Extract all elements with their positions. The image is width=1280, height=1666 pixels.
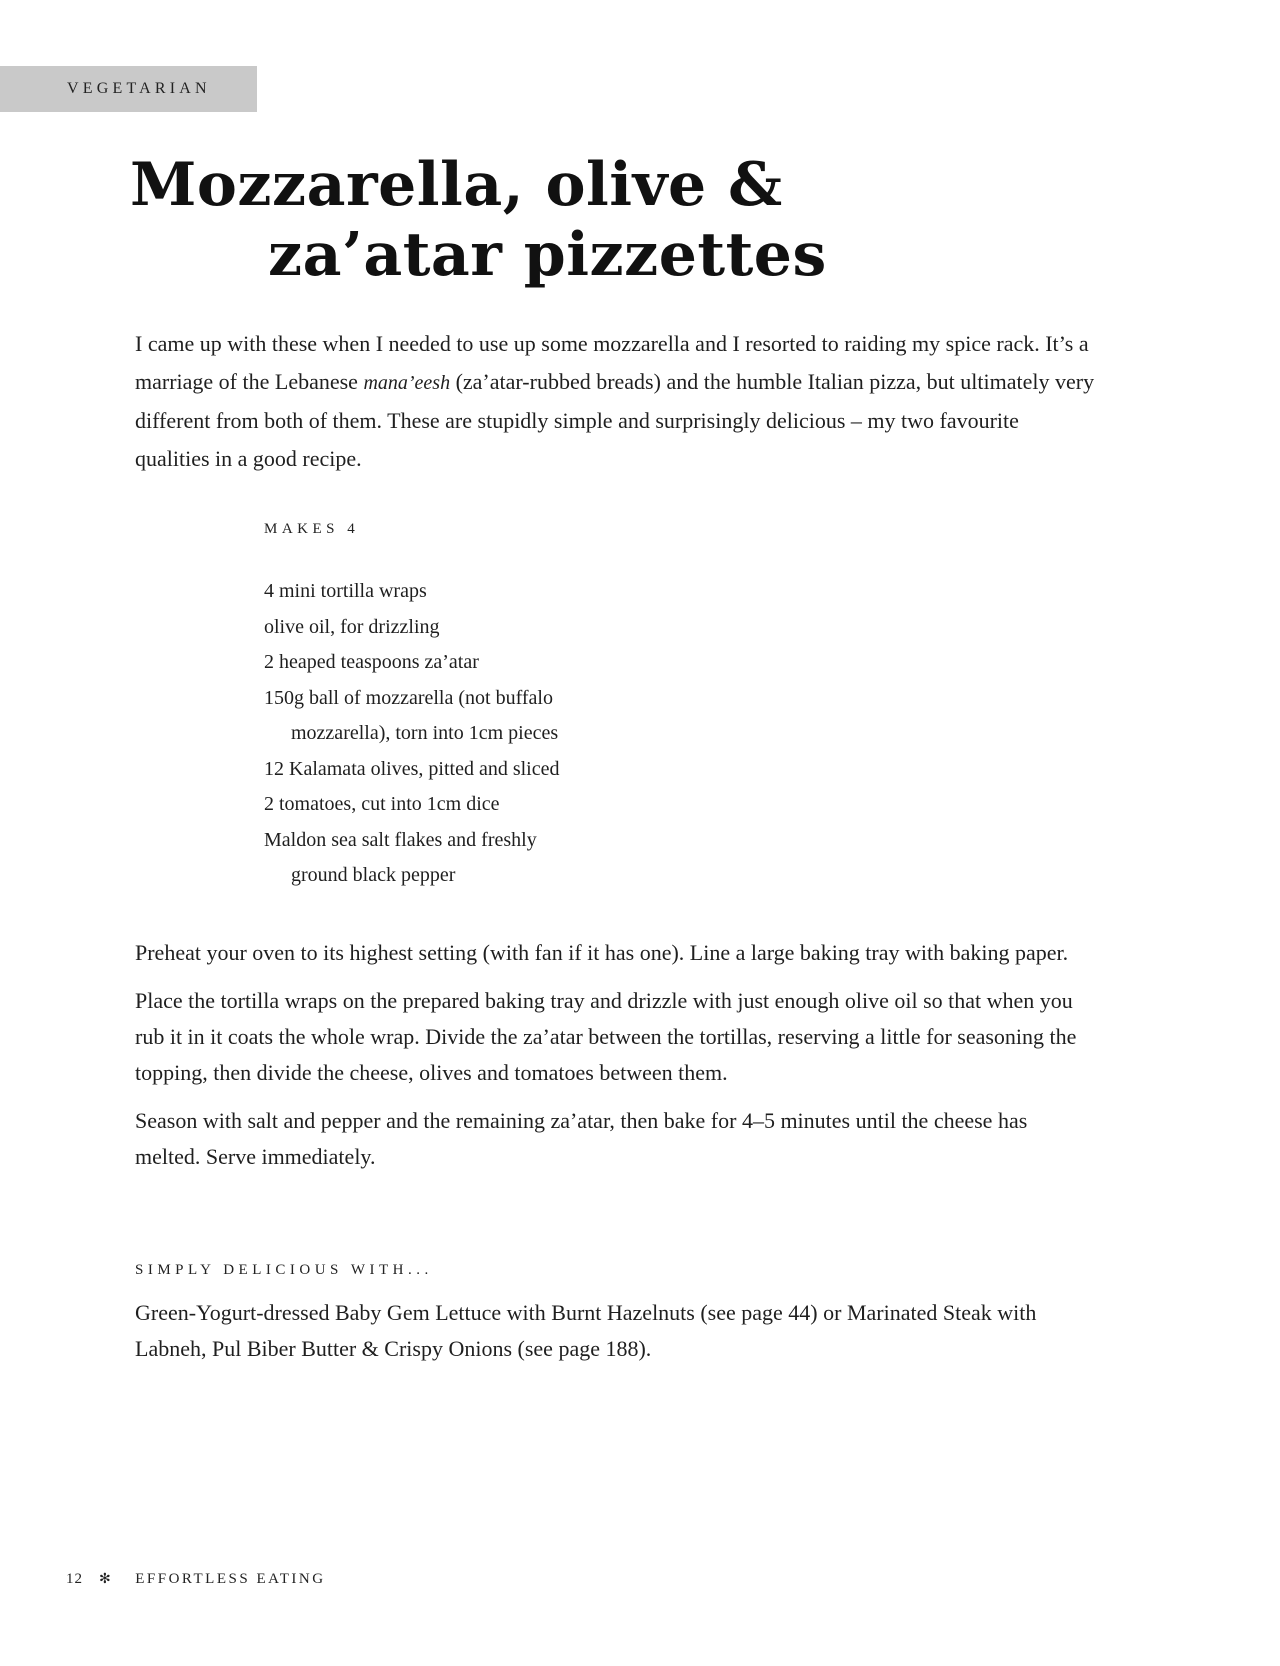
method-step: Season with salt and pepper and the remaining za’atar, then bake for 4–5 minutes until the cheese has melted. Serve immediately. [135, 1108, 1028, 1169]
page-number: 12 [66, 1571, 83, 1587]
ingredient-item [264, 681, 559, 752]
ingredient-continuation: mozzarella), torn into 1cm pieces [291, 722, 559, 744]
ingredient-item [264, 752, 559, 788]
intro-italic-term: mana’eesh [363, 371, 451, 394]
ingredient-continuation: ground black pepper [291, 864, 456, 886]
ingredient-text: 2 heaped teaspoons za’atar [264, 651, 479, 673]
makes-label: MAKES 4 [264, 521, 360, 537]
ingredient-item [264, 823, 559, 894]
section-label: VEGETARIAN [67, 80, 211, 97]
ingredient-item [264, 610, 559, 646]
method-section [135, 935, 1095, 1187]
ingredient-text: olive oil, for drizzling [264, 615, 440, 638]
ingredient-item [264, 574, 559, 610]
method-step: Preheat your oven to its highest setting (with fan if it has one). Line a large baking tray with baking paper. [135, 940, 1069, 965]
ingredient-item [264, 645, 559, 681]
method-step: Place the tortilla wraps on the prepared baking tray and drizzle with just enough olive oil so that when you rub it in it coats the whole wrap. Divide the za’atar between the tortillas, reserving a little for seasoning the topping, then divide the cheese, olives and tomatoes between them. [135, 988, 1077, 1085]
recipe-title-line2: za’atar pizzettes [268, 220, 827, 290]
recipe-title [130, 150, 827, 290]
intro-text-end: (za’atar-rubbed breads) and the humble Italian pizza, but ultimately very different from both of them. These are stupidly simple and surprisingly delicious – my two favourite qualities in a good recipe. [135, 368, 1095, 471]
simply-delicious-text: Green-Yogurt-dressed Baby Gem Lettuce with Burnt Hazelnuts (see page 44) or Marinated Steak with Labneh, Pul Biber Butter & Crispy Onions (see page 188). [135, 1300, 1037, 1361]
ingredient-text: 4 mini tortilla wraps [264, 580, 427, 602]
recipe-title-line1: Mozzarella, olive & [130, 150, 783, 220]
ingredient-text: 12 Kalamata olives, pitted and sliced [264, 757, 560, 780]
ingredient-list [264, 574, 559, 894]
intro-text-start: I came up with these when I needed to use up some mozzarella and I resorted to raiding my spice rack. It’s a marriage of the Lebanese [135, 331, 1089, 394]
ingredient-text: 2 tomatoes, cut into 1cm dice [264, 793, 500, 815]
ingredient-item [264, 787, 559, 823]
ingredient-text: 150g ball of mozzarella (not buffalo [264, 686, 553, 709]
ingredient-text: Maldon sea salt flakes and freshly [264, 828, 537, 851]
simply-delicious-heading: SIMPLY DELICIOUS WITH... [135, 1262, 433, 1278]
asterisk-icon: ✻ [99, 1572, 114, 1587]
book-title: EFFORTLESS EATING [135, 1571, 326, 1587]
intro-paragraph [135, 325, 1095, 477]
section-tab [0, 66, 257, 112]
page-footer [66, 1571, 326, 1588]
